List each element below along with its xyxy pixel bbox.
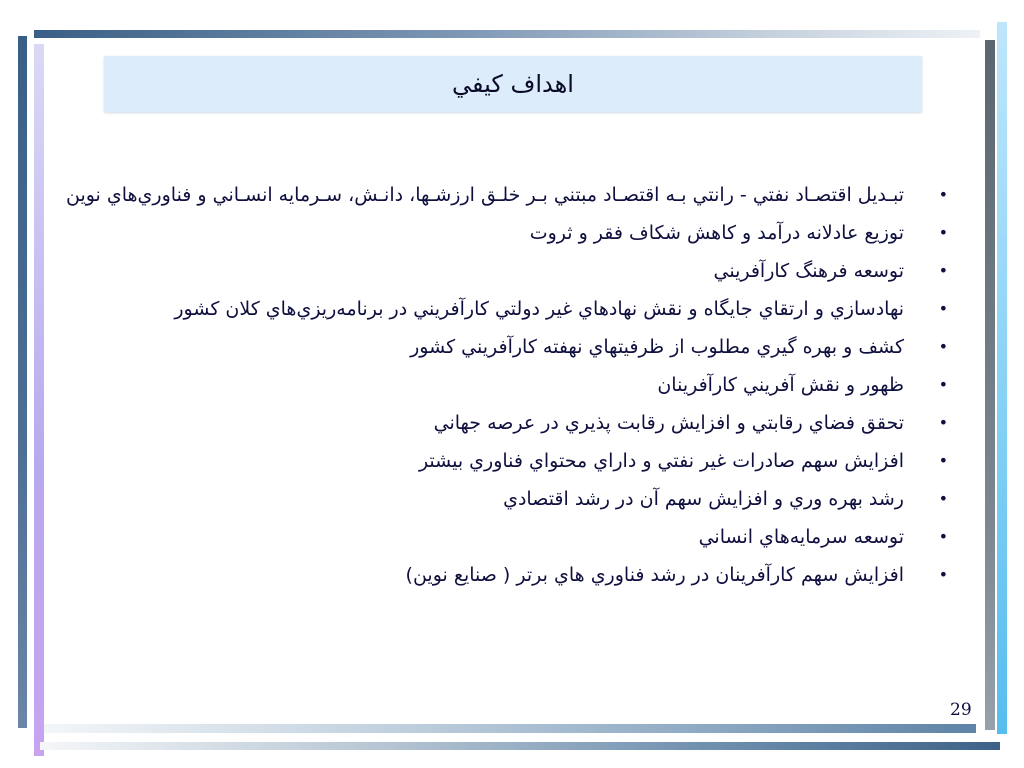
content-area: [44, 176, 964, 594]
bottom-frame-bar: [40, 742, 1000, 750]
bullet-dot-icon: •: [938, 261, 948, 280]
bullet-text: تبـديل اقتصـاد نفتي - رانتي بـه اقتصـاد مبتني بـر خلـق ارزشـها، دانـش، سـرمايه انسـاني و فناوري‌هاي نوين: [65, 184, 904, 206]
right-accent-bar: [997, 22, 1007, 734]
bullet-dot-icon: •: [938, 223, 948, 242]
bullet-text: توسعه فرهنگ كارآفريني: [713, 260, 904, 282]
bullet-item: [44, 366, 964, 404]
bullet-dot-icon: •: [938, 375, 948, 394]
bullet-item: [44, 252, 964, 290]
bullet-item: [44, 518, 964, 556]
bottom-accent-bar: [44, 724, 976, 733]
bullet-dot-icon: •: [938, 489, 948, 508]
bullet-text: افزايش سهم كارآفرينان در رشد فناوري هاي برتر ( صنايع نوين): [405, 564, 904, 586]
bullet-dot-icon: •: [938, 527, 948, 546]
bullet-dot-icon: •: [938, 299, 948, 318]
bullet-item: [44, 556, 964, 594]
bullet-item: [44, 214, 964, 252]
bullet-dot-icon: •: [938, 413, 948, 432]
bullet-dot-icon: •: [938, 565, 948, 584]
left-frame-bar: [18, 36, 27, 728]
bullet-item: [44, 404, 964, 442]
bullet-text: نهادسازي و ارتقاي جايگاه و نقش نهادهاي غير دولتي كارآفريني در برنامه‌ريزي‌هاي كلان كشور: [174, 298, 904, 320]
bullet-dot-icon: •: [938, 451, 948, 470]
left-accent-bar: [34, 44, 44, 756]
bullet-text: تحقق فضاي رقابتي و افزايش رقابت پذيري در عرصه جهاني: [433, 412, 904, 434]
bullet-item: [44, 480, 964, 518]
top-frame-bar: [34, 30, 980, 38]
slide-title: اهداف كيفي: [452, 70, 574, 98]
bullet-list: [44, 176, 964, 594]
bullet-item: [44, 442, 964, 480]
bullet-item: [44, 328, 964, 366]
title-box: [104, 56, 922, 112]
page-number: 29: [950, 700, 972, 720]
bullet-item: [44, 290, 964, 328]
bullet-text: ظهور و نقش آفريني كارآفرينان: [657, 374, 904, 396]
bullet-text: رشد بهره وري و افزايش سهم آن در رشد اقتصادي: [503, 488, 904, 510]
bullet-dot-icon: •: [938, 337, 948, 356]
bullet-item: [44, 176, 964, 214]
bullet-text: توزيع عادلانه درآمد و كاهش شكاف فقر و ثروت: [529, 222, 904, 244]
right-frame-bar: [985, 40, 995, 730]
bullet-text: كشف و بهره گيري مطلوب از ظرفيتهاي نهفته كارآفريني كشور: [410, 336, 904, 358]
bullet-text: توسعه سرمايه‌هاي انساني: [698, 526, 904, 548]
bullet-dot-icon: •: [938, 185, 948, 204]
bullet-text: افزايش سهم صادرات غير نفتي و داراي محتواي فناوري بيشتر: [418, 450, 904, 472]
